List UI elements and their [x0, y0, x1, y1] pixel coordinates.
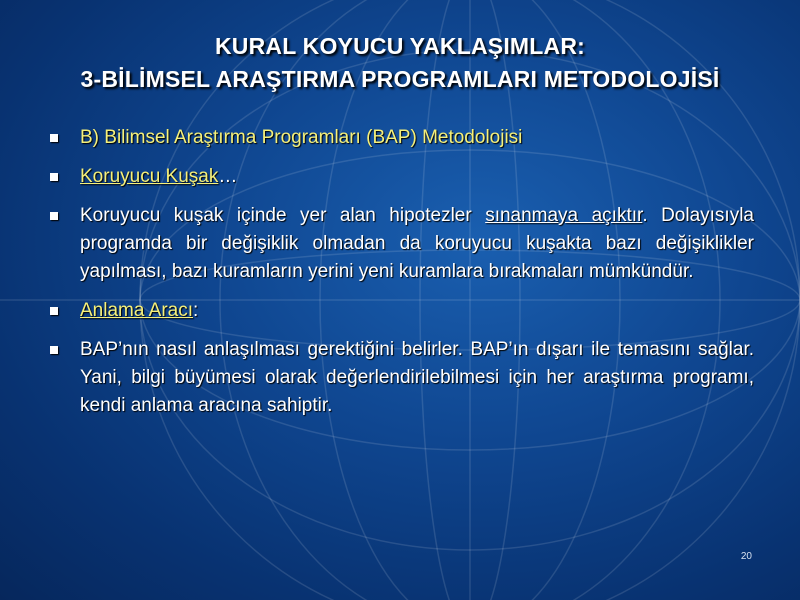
bullet-item-interpretive-tool-desc	[48, 336, 754, 420]
interpretive-tool-link[interactable]: Anlama Aracı	[80, 300, 193, 321]
bullet-text-tail: :	[193, 300, 199, 321]
bullet-item-protective-belt-desc	[48, 202, 754, 286]
protective-belt-link[interactable]: Koruyucu Kuşak	[80, 166, 219, 187]
square-bullet-icon	[50, 346, 58, 354]
bullet-text: . Dolayısıyla programda bir değişiklik olmadan da koruyucu kuşakta bazı değişiklikler yapılması, bazı kuramların yerini yeni kuramlara bırakmaları mümkündür.	[80, 205, 755, 282]
square-bullet-icon	[50, 212, 58, 220]
square-bullet-icon	[50, 307, 58, 315]
bullet-text: B) Bilimsel Araştırma Programları (BAP) Metodolojisi	[80, 127, 523, 148]
slide-title	[0, 30, 800, 96]
bullet-text: Koruyucu kuşak içinde yer alan hipotezler	[80, 205, 486, 226]
title-line-1: KURAL KOYUCU YAKLAŞIMLAR:	[214, 33, 586, 59]
bullet-item-protective-belt	[48, 163, 754, 191]
square-bullet-icon	[50, 173, 58, 181]
bullet-item-interpretive-tool	[48, 297, 754, 325]
slide-number: 20	[740, 551, 752, 562]
open-to-testing-term: sınanmaya açıktır	[485, 205, 643, 226]
bullet-text: BAP’nın nasıl anlaşılması gerektiğini belirler. BAP’ın dışarı ile temasını sağlar. Yani, bilgi büyümesi olarak değerlendirilebilmesi için her araştırma programı, kendi anlama aracına sahiptir.	[80, 339, 754, 416]
bullet-text-tail: …	[218, 166, 238, 187]
bullet-item-bap-methodology	[48, 124, 754, 152]
bullet-list	[48, 124, 754, 431]
title-line-2: 3-BİLİMSEL ARAŞTIRMA PROGRAMLARI METODOLOJİSİ	[80, 66, 720, 92]
square-bullet-icon	[50, 134, 58, 142]
